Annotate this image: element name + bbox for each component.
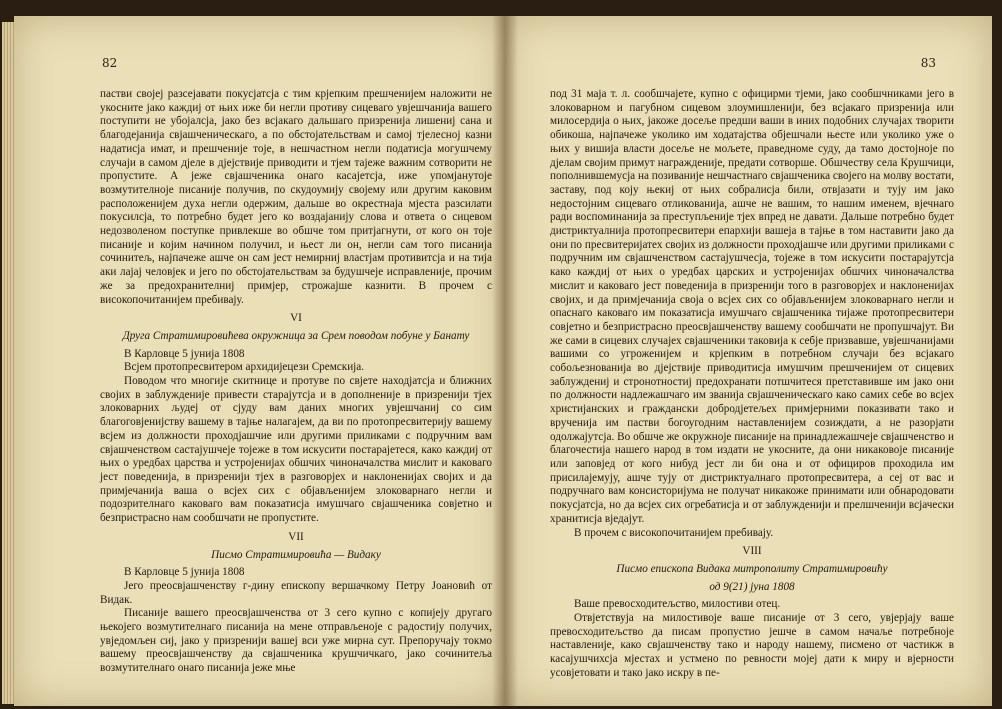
paragraph: под 31 маја т. л. сообшчајете, купно с официрми тјеми, јако сообшчниками јего в злоковарном и пагубном сицевом злоумишленији, без всјакаго призренија или милосердија о њих, јакоже досеље предши ваши в иних подобних случајах творити обикоша, најпачеже уколико им ходатајства објешчали њесте или уколико уже о њих у вишија власти досеље не мољете, праведноме суду, да тамо достојноје по дјелам својим примут награжденије, предати сотворше. Обшчеству села Крушчици, пополнившемусја на позиваније нешчастнаго свјашченика својего на молву востати, заставу, под коју њекиј от њих собралисја били, отвјазати и тују им јако недостојним сицеваго отликованија, ашче не вашим, то нашим именем, вјечнаго ради воспоминанија за преступљеније тјех впред не давати. Дальше потребно будет дистриктуалнија протопресвитери епархији вашеја в тајње в том наставити јако да они по пресвитеријатех својих из должности проходјашче или другими приликами с подручним им свјашченством састајушчесја, тоjеже в том искусити постарајутсја како каждиј от њих о уредбах царских и устројенијах обшчих чиноначалства мислит и каковаго јест поведенија в призренији того в разговорјех и наклоненијах својих, и да примјечанија своја о всјех сих со објављенијем злоковарнаго негли и опаснаго каковаго им показатисја имушчаго свјашченика тијаже протопресвитери совјетно и безпристрасно преосвјашченству вашему сообшчати не пропушчајут. Ви же сами в сицевих случајех свјашченики таковија к себје призвавше, увјешчанијами вашими со угроженијем и крјепким в потребном случаји без всјакаго собољезнованија во дјејствије приводитиcја имушчим прешченијем от сицевих заблуждениј и стронотностиј предохранати потшчитеся претставивше им јако они по должности надлежашчаго им званија свјашченическаго како самих себе во всјех христијанских и граждански добродјетељех примјерними показивати тако и врученија им пастви богоугодним наставленијем созиждати, а не разорјати одолжајутсја. Во обшче же окружноје писаније на принадлежашчеје свјашченство и благочестија нашего народ в том издати не укосните, да они никаковоје писаније или заповјед от кого нибуд јест ли би она и от официров проходила им присилајемују, ашче тују от дистриктуалнаго протопресвитера, а сеј от вас и подручнаго вам консисторијума не получат никакоже принимати или обнародовати покусјатсја, но да всјех сих огребатисја и от заблужденији и прелшченији всјачески хранитисја вједајут. [550,88,954,525]
paragraph: пастви својеј разсејавати покусјатсја с тим крјепким прешченијем наложити не укосните јако каждиј от њих иже би негли противу сицеваго увјешчанија вашего поступити не убојалсја, јако без всјакаго дальшаго призренија лишениј сана и благодејанија свјашченическаго, а по обстојательствам и самој тјелесноj казни надатисја имат, и прешченије тоје, в нешчастном негли податисја могушчему случаји в самом дјеле в дјејствије приводити и тјем тајеже важним сотворити не пропустите. А јеже свјашченика онаго касајетсја, иже упомјанутоје возмутителноје писаније получив, по скудоумију својему или другим каковим расположенијем духа негли одержим, дальше во окрестнаја мјеста разсилати покусилсја, то потребно будет јего ко воздајанију слова и ответа о сицевом недозволеном поступке привлекше во обшче том притјагнути, от кого он тоје писаније и којим начином получил, и њест ли он, негли сам того писанија сочинитељ, најпачеже ашче он сам јест немирниј властјам противитсја и на тија аки лајај человјек и јего по обстојательствам за будушчеје исправленије, прочим же за предохранителниј примјер, строжајше казнити. В прочем с високопочитанијем пребивају. [100,88,492,306]
addressee: Всјем протопресвитером архидијецези Сремскија. [124,361,365,374]
section-number: VIII [742,545,762,558]
section-number: VI [290,312,302,325]
salutation: Ваше превосходитељство, милостиви отец. [574,598,781,611]
paragraph: Отвјетствуја на милостивоје ваше писаније от 3 сего, увјерјају ваше превосходитељство да писам пропустио јешче в самом начаље потребноје наставленије, како свјашченству тако и народу нашему, писмено от частикж в касајушчихсја мјестах и устмено по ревности мојеј дати к миру и вјерности усовјетовати и тако јако искру в пе- [550,612,954,679]
left-page [14,16,504,706]
section-number: VII [288,530,304,543]
section-title: Писмо Стратимировића — Видаку [211,548,381,561]
section-title: Писмо епископа Видака митрополиту Стратимировићу [616,562,888,575]
paragraph: Писаније вашего преосвјашченства от 3 сего купно с копијеју другаго њекојего возмутителнаго писанија на мене отправљеноје с радостију получих, увједомљен сиј, јако у призренији вашеј вси уже мирна сут. Препоручају токмо вашему преосвјашченству да свјашченика крушчичкаго, јако сочинитеља возмутителнаго онаго писанија јеже мње [100,607,492,675]
greeting: Јего преосвјашченству г-дину епископу вершачкому Петру Јоановић от Видак. [100,579,492,606]
right-text-column [550,88,954,681]
right-page [504,16,992,706]
paragraph: Поводом что многије скитнице и протуве по свјете находјатсја и ближних својих в заблужденије привести старајутсја и в дополненије в призренији тјех злоковарних људеј от сјуду вам даних многих увјешчаниј со сим благоговјенијству вашему в тајње налагајем, да ви по протопресвитерију вашему всјем из должности проходјашчие или другими приликами с подручним вам свјашченством састајушчеје тоjеже в том искусити постарајетеся, како каждиј от њих о уредбах царства и устројенијах обшчих чиноначалства мислит и каковаго јест поведенија, в призренији тјех в разговорјех и наклоненијах својих и да примјечанија ваша о всјех сих с објављенијем злоковарнаго негли и подозрителнаго каковаго вам показатисја имушчаго свјашченика совјетно и безпристрасно нам сообшчати не пропустите. [100,375,492,525]
page-number: 83 [920,56,936,70]
closing: В прочем с високопочитанијем пребивају. [574,526,774,539]
left-text-column [100,88,492,676]
section-subtitle: од 9(21) јуна 1808 [709,580,795,593]
place-date: В Карловце 5 јунија 1808 [124,566,245,579]
place-date: В Карловце 5 јунија 1808 [124,347,245,360]
page-number: 82 [102,56,118,70]
section-title: Друга Стратимировићева окружница за Срем поводом побуне у Банату [122,329,470,342]
